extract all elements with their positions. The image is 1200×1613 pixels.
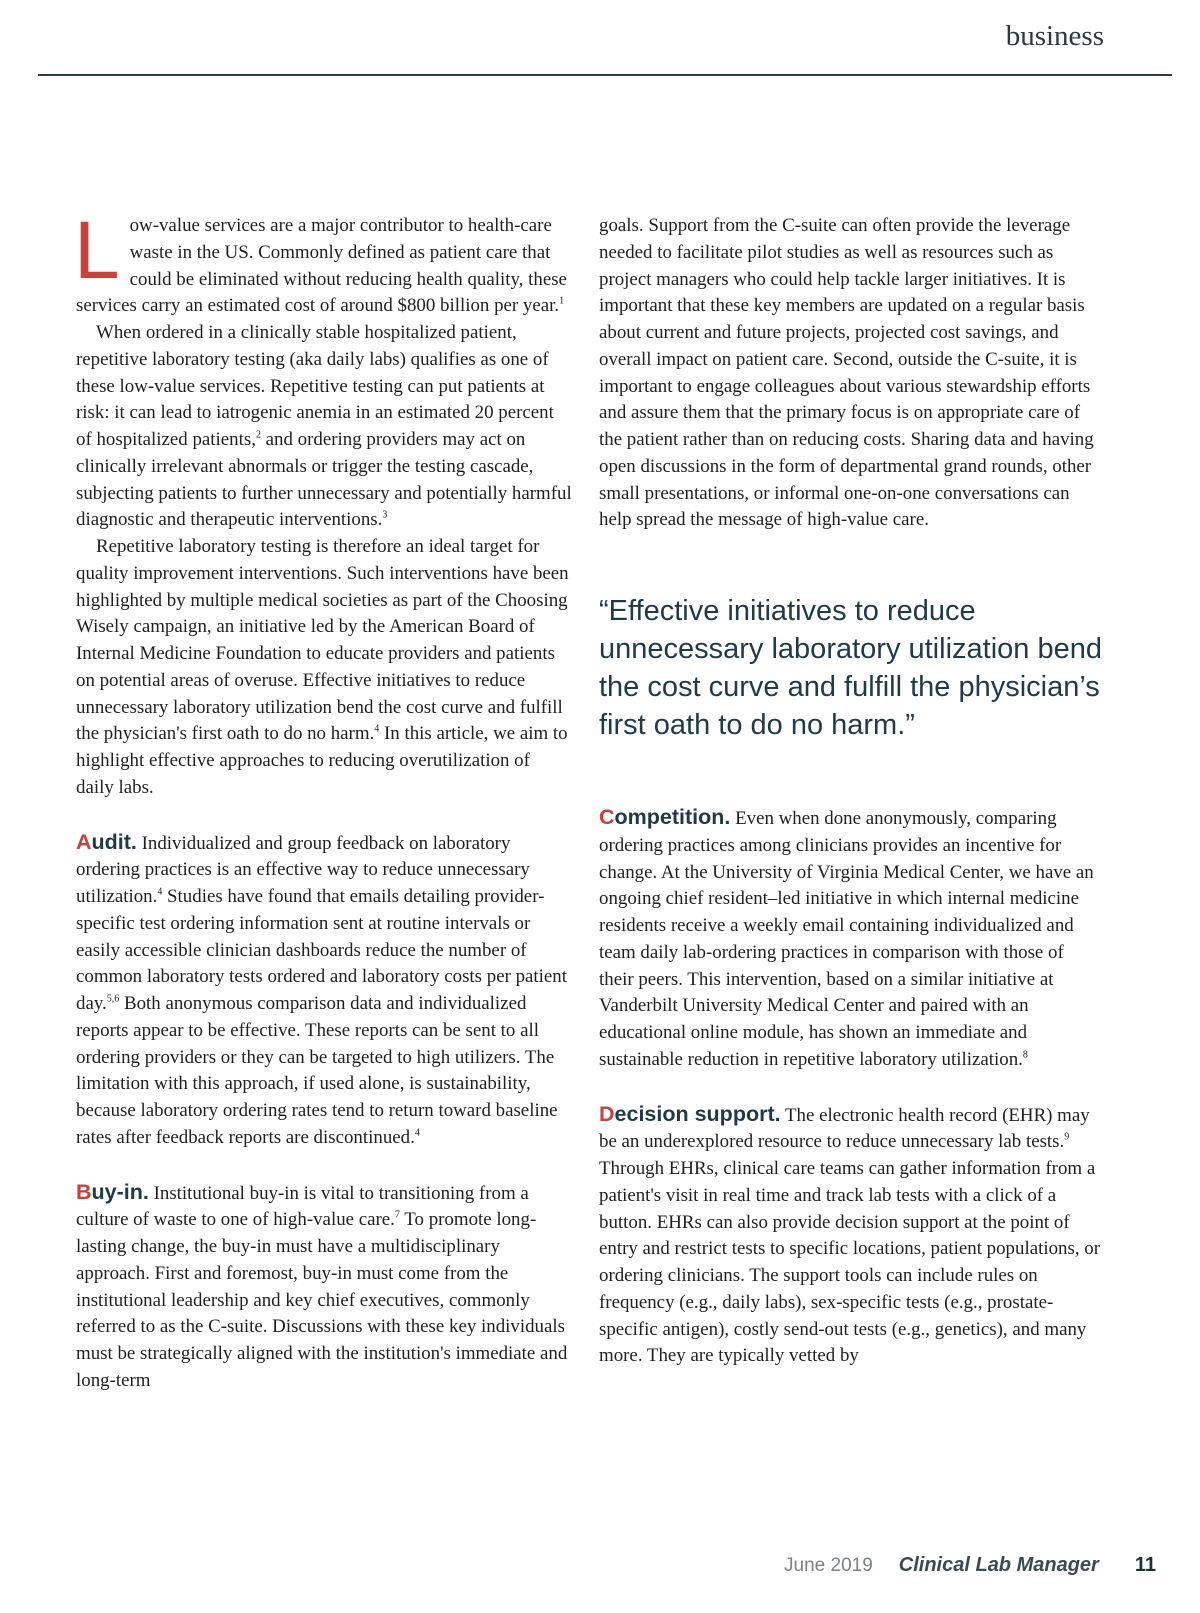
footnote-ref: 7 xyxy=(394,1209,400,1221)
pull-quote: “Effective initiatives to reduce unnecessary laboratory utilization bend the cost curve and fulfill the physician’s first oath to do no harm.” xyxy=(599,595,1102,741)
footnote-ref: 4 xyxy=(157,886,163,898)
buyin-section: Buy-in. Institutional buy-in is vital to transitioning from a culture of waste to one of high-value care.$^7$ To promote long-lasting change, the buy-in must have a multidisciplinary approach. First and foremost, buy-in must come from the institutional leadership and key chief executives, commonly referred to as the C-suite. Discussions with these key individuals must be strategically aligned with the institution's immediate and long-term xyxy=(76,1179,568,1391)
section-heading-competition: Competition. xyxy=(599,805,731,829)
footnote-ref: 3 xyxy=(382,509,388,521)
footnote-ref: 2 xyxy=(255,429,261,441)
drop-cap: L xyxy=(74,205,120,296)
decision-support-section: Decision support. The electronic health record (EHR) may be an underexplored resource to reduce unnecessary lab tests.$^9$ Through EHRs, clinical care teams can gather information from a patient's visit in real time and track lab tests with a click of a button. EHRs can also provide decision support at the point of entry and restrict tests to specific locations, patient populations, or ordering clinicians. The support tools can include rules on frequency (e.g., daily labs), sex-specific tests (e.g., prostate-specific antigen), costly send-out tests (e.g., genetics), and many more. They are typically vetted by xyxy=(599,1101,1100,1367)
body-paragraph: Repetitive laboratory testing is therefore an ideal target for quality improvement interventions. Such interventions have been highlighted by multiple medical societies as part of the Choosing Wisely campaign, an initiative led by the American Board of Internal Medicine Foundation to educate providers and patients on potential areas of overuse. Effective initiatives to reduce unnecessary laboratory utilization bend the cost curve and fulfill the physician's first oath to do no harm.$^4$ In this article, we aim to highlight effective approaches to reducing overutilization of daily labs. xyxy=(76,536,569,798)
left-column xyxy=(74,205,572,1395)
page-footer xyxy=(784,1554,1156,1577)
issue-date: June 2019 xyxy=(784,1555,873,1576)
footnote-ref: 8 xyxy=(1022,1049,1028,1061)
footnote-ref: 1 xyxy=(559,295,565,307)
right-column xyxy=(599,213,1102,1370)
footnote-ref: 4 xyxy=(414,1127,420,1139)
footnote-ref: 5,6 xyxy=(106,993,120,1005)
section-heading-decision-support: Decision support. xyxy=(599,1101,781,1126)
section-heading-audit: Audit. xyxy=(76,829,137,854)
magazine-name: Clinical Lab Manager xyxy=(898,1554,1099,1576)
footnote-ref: 9 xyxy=(1064,1131,1070,1143)
continued-paragraph: goals. Support from the C-suite can often provide the leverage needed to facilitate pilot studies as well as resources such as project managers who could help tackle larger initiatives. It is important that these key members are updated on a regular basis about current and future projects, projected cost savings, and overall impact on patient care. Second, outside the C-suite, it is important to engage colleagues about various stewardship efforts and assure them that the primary focus is on appropriate care of the patient rather than on reducing costs. Sharing data and having open discussions in the form of departmental grand rounds, other small presentations, or informal one-on-one conversations can help spread the message of high-value care. xyxy=(599,215,1094,531)
competition-section: Competition. Even when done anonymously, comparing ordering practices among clinicians provides an incentive for change. At the University of Virginia Medical Center, we have an ongoing chief resident–led initiative in which internal medicine residents receive a weekly email containing individualized and team daily lab-ordering practices in comparison with those of their peers. This intervention, based on a similar initiative at Vanderbilt University Medical Center and paired with an educational online module, has shown an immediate and sustainable reduction in repetitive laboratory utilization.$^8$ xyxy=(599,805,1094,1070)
body-paragraph: When ordered in a clinically stable hospitalized patient, repetitive laboratory testing (aka daily labs) qualifies as one of these low-value services. Repetitive testing can put patients at risk: it can lead to iatrogenic anemia in an estimated 20 percent of hospitalized patients,$^2$ and ordering providers may act on clinically irrelevant abnormals or trigger the testing cascade, subjecting patients to further unnecessary and potentially harmful diagnostic and therapeutic interventions.$^3$ xyxy=(76,322,572,531)
section-heading-buyin: Buy-in. xyxy=(76,1179,149,1204)
page-number: 11 xyxy=(1134,1554,1156,1576)
intro-paragraph: Low-value services are a major contributor to health-care waste in the US. Commonly defined as patient care that could be eliminated without reducing health quality, these services carry an estimated cost of around $800 billion per year.$^1$ xyxy=(74,205,567,317)
audit-section: Audit. Individualized and group feedback on laboratory ordering practices is an effective way to reduce unnecessary utilization.$^4$ Studies have found that emails detailing provider-specific test ordering information sent at routine intervals or easily accessible clinician dashboards reduce the number of common laboratory tests ordered and laboratory costs per patient day.$^{5,6}$ Both anonymous comparison data and individualized reports appear to be effective. These reports can be sent to all ordering providers or they can be targeted to high utilizers. The limitation with this approach, if used alone, is sustainability, because laboratory ordering rates tend to return toward baseline rates after feedback reports are discontinued.$^4$ xyxy=(76,829,567,1148)
section-tag: business xyxy=(1005,20,1104,52)
header-rule xyxy=(38,74,1172,76)
footnote-ref: 4 xyxy=(374,723,380,735)
